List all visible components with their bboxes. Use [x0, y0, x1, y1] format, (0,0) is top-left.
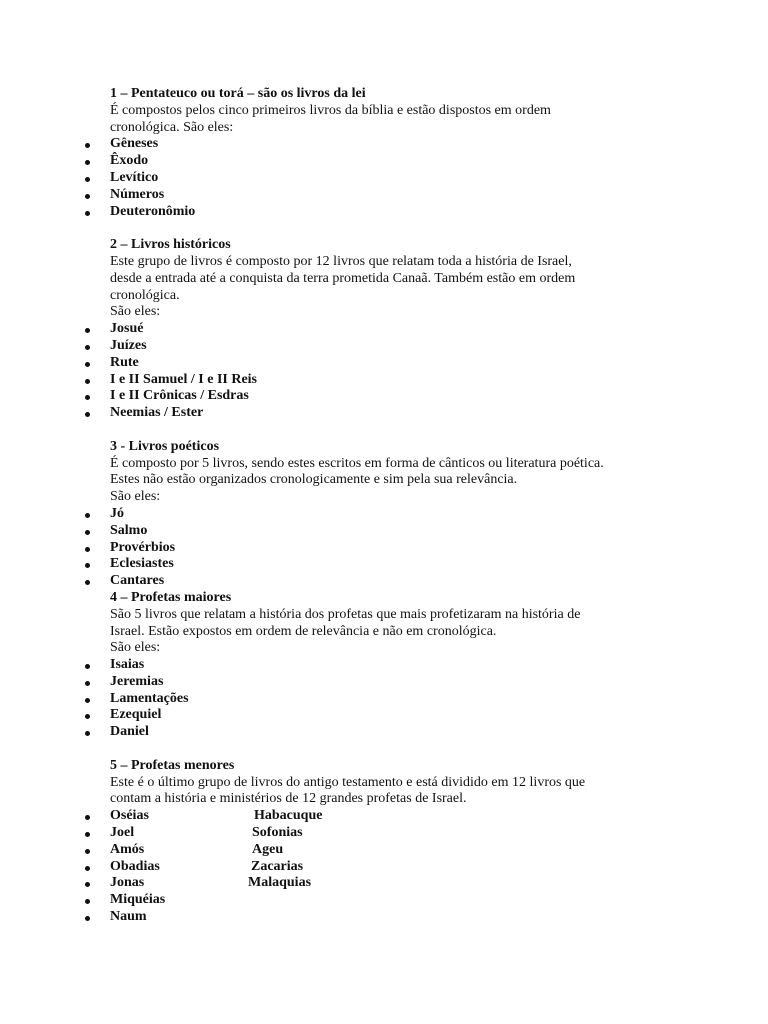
prophet-left: Oséias: [110, 808, 149, 824]
paragraph-line: cronológica. São eles:: [110, 119, 234, 135]
prophet-left: Miquéias: [110, 892, 166, 908]
list-item: I e II Samuel / I e II Reis: [110, 372, 670, 389]
section-2: [110, 237, 670, 422]
paragraph-line: Estes não estão organizados cronologicamente e sim pela sua relevância.: [110, 472, 518, 488]
list-item: Provérbios: [110, 540, 670, 557]
list-item: Gêneses: [110, 136, 670, 153]
section-1: [110, 86, 670, 220]
prophet-right: Zacarias: [251, 858, 304, 874]
list-item: Rute: [110, 355, 670, 372]
document-body: [110, 86, 670, 926]
prophet-right: Malaquias: [248, 875, 312, 891]
list-item: Isaias: [110, 657, 670, 674]
section-5: [110, 758, 670, 926]
section-title: 5 – Profetas menores: [110, 757, 235, 773]
prophet-left: Amós: [110, 841, 145, 857]
paragraph-line: São eles:: [110, 304, 161, 320]
paragraph-line: São eles:: [110, 640, 161, 656]
section-4: [110, 590, 670, 741]
section-title: 1 – Pentateuco ou torá – são os livros da lei: [110, 86, 366, 101]
paragraph-line: São 5 livros que relatam a história dos profetas que mais profetizaram na história de: [110, 606, 581, 622]
list-item: Daniel: [110, 724, 670, 741]
paragraph-line: contam a história e ministérios de 12 grandes profetas de Israel.: [110, 791, 467, 807]
prophet-right: Habacuque: [254, 808, 323, 824]
paragraph-line: Israel. Estão expostos em ordem de relevância e não em cronológica.: [110, 623, 497, 639]
paragraph-line: Este grupo de livros é composto por 12 livros que relatam toda a história de Israel,: [110, 253, 572, 269]
list-item: Lamentações: [110, 691, 670, 708]
paragraph-line: São eles:: [110, 489, 161, 505]
list-item: Josué: [110, 321, 670, 338]
list-item: Levítico: [110, 170, 670, 187]
list-item: [110, 909, 670, 926]
list-item: [110, 825, 670, 842]
prophet-left: Jonas: [110, 875, 145, 891]
list-item: Neemias / Ester: [110, 405, 670, 422]
list-item: Êxodo: [110, 153, 670, 170]
prophet-left: Obadias: [110, 858, 160, 874]
paragraph-line: É composto por 5 livros, sendo estes escritos em forma de cânticos ou literatura poética.: [110, 455, 604, 471]
list-item: [110, 875, 670, 892]
list-item: Jó: [110, 506, 670, 523]
list-item: Jeremias: [110, 674, 670, 691]
section-3: [110, 439, 670, 590]
list-item: I e II Crônicas / Esdras: [110, 388, 670, 405]
list-item: Ezequiel: [110, 707, 670, 724]
list-item: Números: [110, 187, 670, 204]
list-item: Cantares: [110, 573, 670, 590]
prophet-right: Sofonias: [252, 825, 303, 841]
section-title: 3 - Livros poéticos: [110, 438, 220, 454]
list-item: [110, 859, 670, 876]
list-item: Deuteronômio: [110, 204, 670, 221]
list-item: Eclesiastes: [110, 556, 670, 573]
section-title: 2 – Livros históricos: [110, 237, 231, 253]
paragraph-line: É compostos pelos cinco primeiros livros da bíblia e estão dispostos em ordem: [110, 102, 551, 118]
section-title: 4 – Profetas maiores: [110, 589, 232, 605]
prophet-left: Naum: [110, 909, 147, 925]
paragraph-line: desde a entrada até a conquista da terra prometida Canaã. Também estão em ordem: [110, 270, 576, 286]
list-item: [110, 842, 670, 859]
list-item: Juízes: [110, 338, 670, 355]
list-item: [110, 808, 670, 825]
prophet-right: Ageu: [252, 841, 284, 857]
list-item: Salmo: [110, 523, 670, 540]
list-item: [110, 892, 670, 909]
paragraph-line: cronológica.: [110, 287, 180, 303]
paragraph-line: Este é o último grupo de livros do antigo testamento e está dividido em 12 livros que: [110, 774, 586, 790]
prophet-left: Joel: [110, 825, 135, 841]
